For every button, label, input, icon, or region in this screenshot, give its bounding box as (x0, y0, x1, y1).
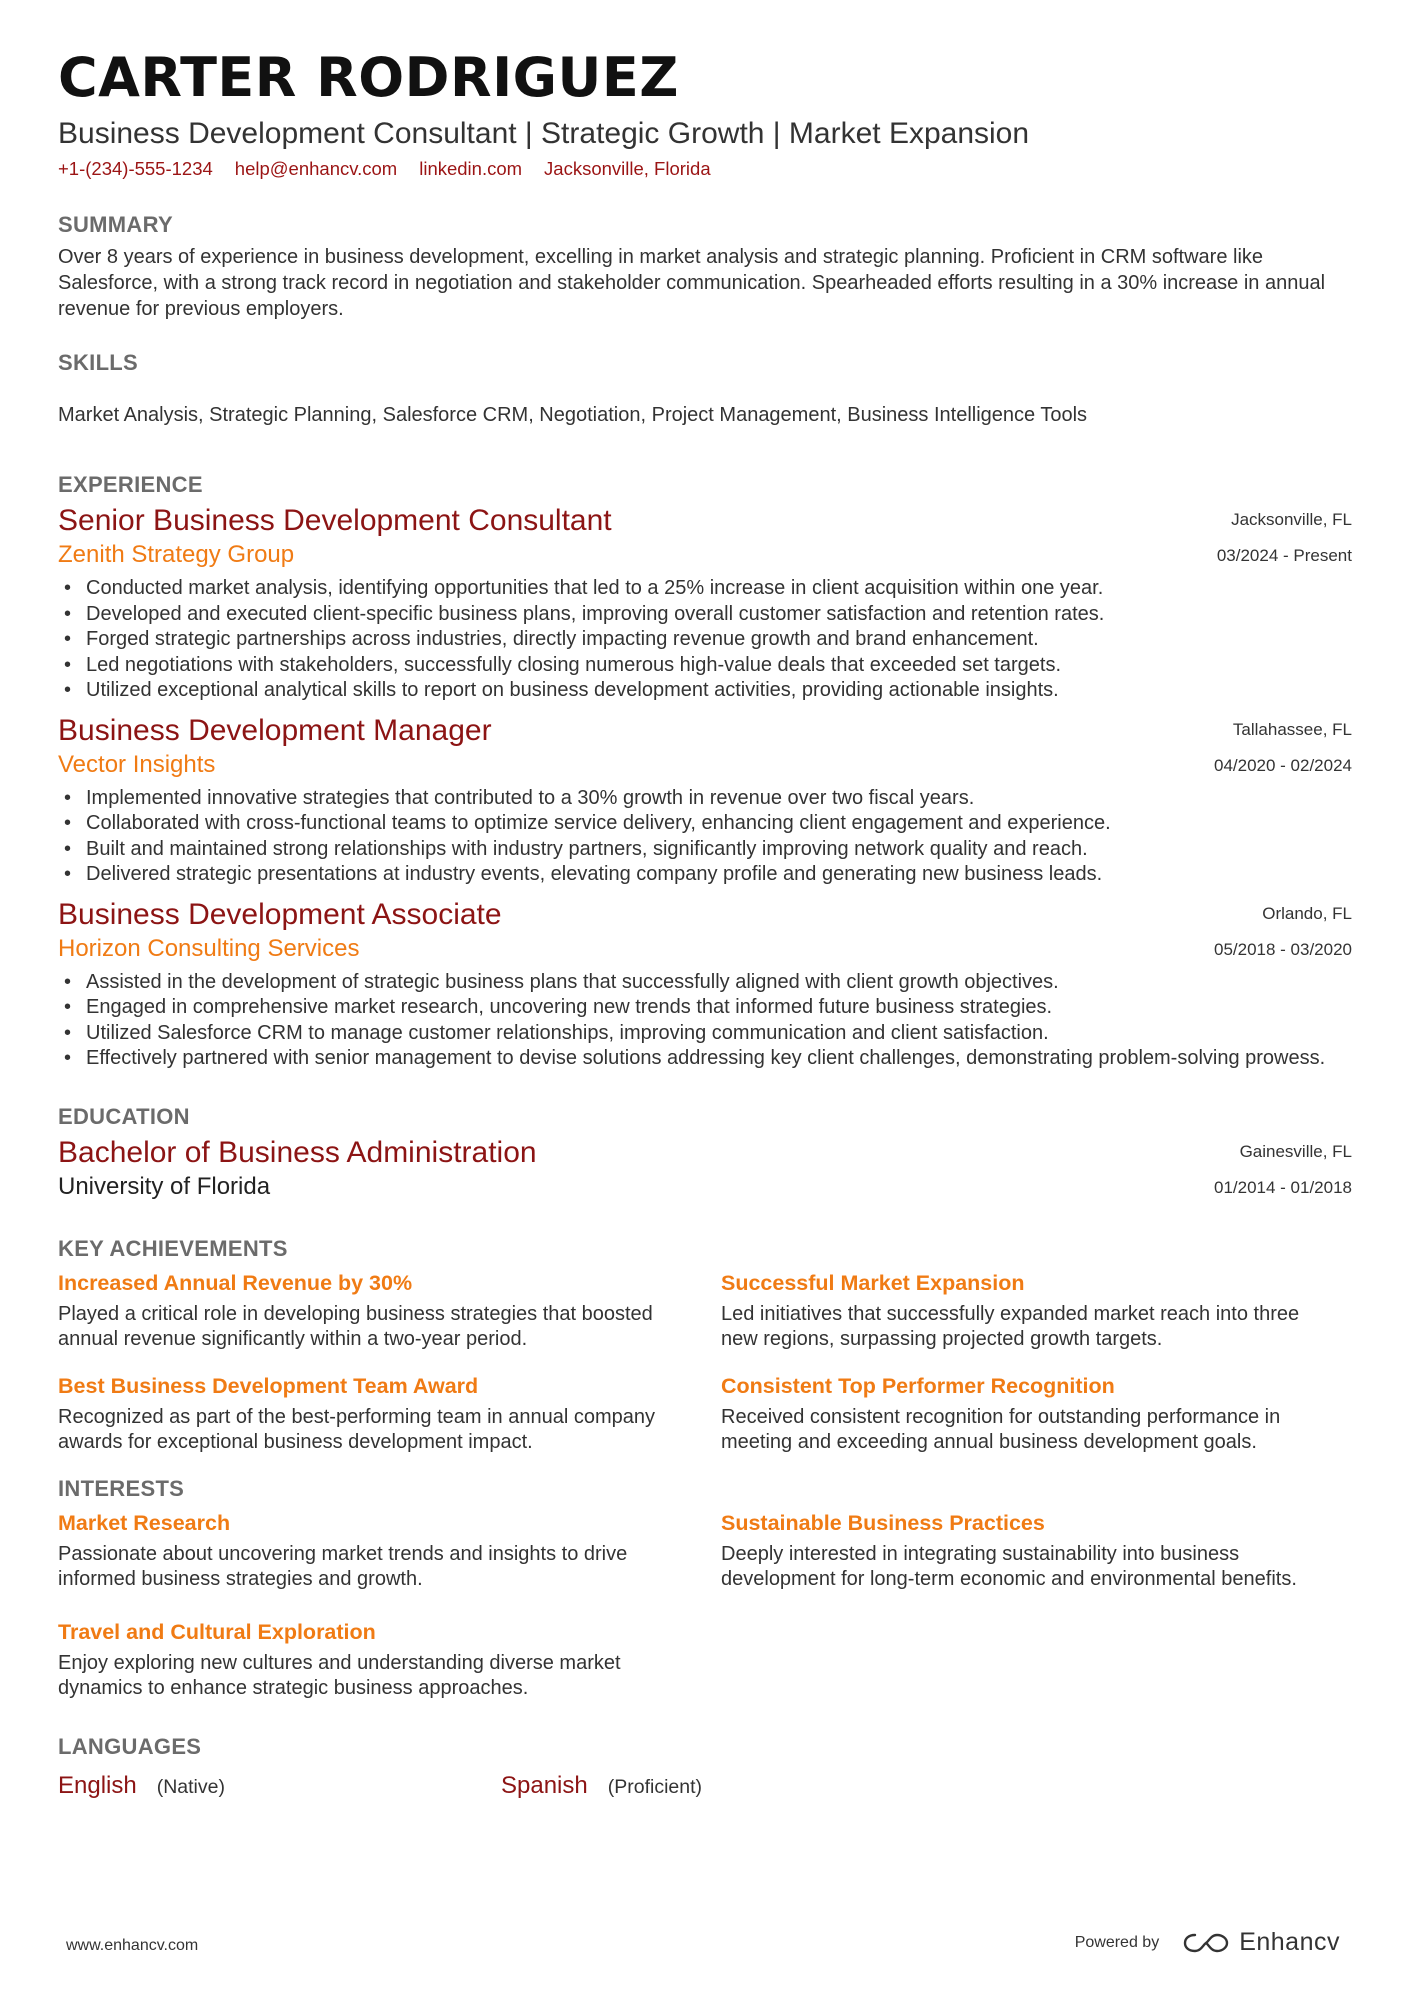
contact-phone[interactable]: +1-(234)-555-1234 (58, 158, 213, 179)
job-company: Zenith Strategy Group (58, 541, 295, 568)
candidate-name: CARTER RODRIGUEZ (58, 46, 679, 109)
bullet-item: • Built and maintained strong relationships with industry partners, significantly improving network quality and reach. (64, 837, 1088, 860)
achievement-title: Best Business Development Team Award (58, 1373, 479, 1398)
contact-email[interactable]: help@enhancv.com (234, 158, 398, 179)
achievement-item (721, 1268, 1358, 1353)
interests-grid (58, 1504, 1352, 1722)
interest-item (58, 1617, 721, 1702)
achievement-text: Recognized as part of the best-performing team in annual company awards for exceptional business development impact. (58, 1405, 656, 1453)
achievements-grid (58, 1264, 1352, 1470)
skills-heading: SKILLS (58, 350, 139, 375)
brand-name: Enhancv (1239, 1928, 1340, 1956)
interest-text: Enjoy exploring new cultures and understanding diverse market dynamics to enhance strategic business approaches. (58, 1651, 621, 1699)
language-level: (Proficient) (607, 1775, 703, 1798)
bullet-item: • Effectively partnered with senior management to devise solutions addressing key client challenges, demonstrating problem-solving prowess. (64, 1047, 1326, 1069)
achievement-item (58, 1268, 721, 1353)
summary-text: Over 8 years of experience in business development, excelling in market analysis and strategic planning. Proficient in CRM software like Salesforce, with a strong track record in negotiation and stakeholder communication. Spearheaded efforts resulting in a 30% increase in annual revenue for previous employers. (58, 246, 1326, 320)
bullet-item: • Assisted in the development of strategic business plans that successfully aligned with client growth objectives. (64, 970, 1059, 993)
bullet-item: • Conducted market analysis, identifying opportunities that led to a 25% increase in client acquisition within one year. (64, 577, 1104, 599)
interest-item (721, 1508, 1358, 1593)
job-dates: 05/2018 - 03/2020 (1213, 939, 1352, 959)
job-role: Business Development Associate (58, 897, 502, 931)
job-role: Business Development Manager (58, 713, 492, 747)
bullet-item: • Collaborated with cross-functional teams to optimize service delivery, enhancing client engagement and experience. (64, 812, 1111, 834)
job-bullets (58, 576, 1352, 704)
bullet-item: • Led negotiations with stakeholders, successfully closing numerous high-value deals that exceeded set targets. (64, 653, 1062, 676)
interest-item (58, 1508, 721, 1593)
experience-heading: EXPERIENCE (58, 472, 203, 497)
experience-entry (58, 896, 1352, 1072)
headline: Business Development Consultant | Strategic Growth | Market Expansion (58, 117, 1030, 150)
job-location: Orlando, FL (1262, 903, 1352, 923)
job-company: Vector Insights (58, 750, 216, 778)
education-dates: 01/2014 - 01/2018 (1213, 1177, 1352, 1197)
bullet-item: • Implemented innovative strategies that contributed to a 30% growth in revenue over two fiscal years. (64, 786, 975, 809)
bullet-item: • Forged strategic partnerships across industries, directly impacting revenue growth and brand enhancement. (64, 628, 1039, 650)
achievement-text: Received consistent recognition for outstanding performance in meeting and exceeding annual business development goals. (721, 1405, 1281, 1453)
education-heading: EDUCATION (58, 1103, 190, 1129)
school: University of Florida (58, 1172, 271, 1200)
language-level: (Native) (156, 1775, 225, 1798)
job-dates: 03/2024 - Present (1216, 546, 1352, 565)
bullet-item: • Developed and executed client-specific business plans, improving overall customer satisfaction and retention rates. (64, 602, 1105, 625)
achievement-item (721, 1371, 1358, 1456)
achievement-text: Played a critical role in developing business strategies that boosted annual revenue significantly within a two-year period. (58, 1302, 653, 1350)
contact-linkedin[interactable]: linkedin.com (419, 158, 523, 179)
interest-title: Market Research (58, 1510, 231, 1535)
interest-title: Sustainable Business Practices (721, 1510, 1045, 1535)
job-company: Horizon Consulting Services (58, 934, 360, 962)
contact-location: Jacksonville, Florida (544, 158, 711, 179)
job-dates: 04/2020 - 02/2024 (1213, 755, 1352, 775)
bullet-item: • Utilized Salesforce CRM to manage customer relationships, improving communication and client satisfaction. (64, 1021, 1049, 1044)
achievement-title: Consistent Top Performer Recognition (721, 1373, 1115, 1398)
degree: Bachelor of Business Administration (58, 1135, 537, 1169)
experience-entry (58, 712, 1352, 888)
job-location: Tallahassee, FL (1232, 719, 1352, 739)
achievement-title: Successful Market Expansion (721, 1270, 1025, 1295)
job-role: Senior Business Development Consultant (58, 504, 612, 537)
job-location: Jacksonville, FL (1231, 510, 1352, 529)
achievement-text: Led initiatives that successfully expanded market reach into three new regions, surpassing projected growth targets. (721, 1302, 1300, 1350)
interest-text: Deeply interested in integrating sustainability into business development for long-term economic and environmental benefits. (721, 1542, 1297, 1590)
footer-website[interactable]: www.enhancv.com (66, 1937, 199, 1954)
language-item (58, 1772, 501, 1800)
experience-entry (58, 502, 1352, 704)
powered-by-label: Powered by (1074, 1933, 1160, 1951)
achievement-title: Increased Annual Revenue by 30% (58, 1270, 413, 1295)
education-entry (58, 1134, 1352, 1206)
bullet-item: • Engaged in comprehensive market research, uncovering new trends that informed future business strategies. (64, 996, 1053, 1018)
languages-row (58, 1772, 1352, 1800)
interests-heading: INTERESTS (58, 1475, 185, 1501)
education-location: Gainesville, FL (1239, 1141, 1352, 1161)
enhancv-logo-icon (1183, 1931, 1229, 1955)
interest-text: Passionate about uncovering market trends and insights to drive informed business strategies and growth. (58, 1542, 628, 1590)
language-item (501, 1772, 944, 1800)
achievements-heading: KEY ACHIEVEMENTS (58, 1235, 288, 1261)
contact-row (58, 156, 1352, 182)
skills-text: Market Analysis, Strategic Planning, Salesforce CRM, Negotiation, Project Management, Business Intelligence Tools (58, 404, 1088, 426)
languages-heading: LANGUAGES (58, 1733, 202, 1759)
brand-logo[interactable] (1183, 1928, 1340, 1957)
footer-brand (1075, 1928, 1340, 1957)
interest-title: Travel and Cultural Exploration (58, 1619, 376, 1644)
achievement-item (58, 1371, 721, 1456)
summary-heading: SUMMARY (58, 212, 173, 237)
job-bullets (58, 970, 1352, 1072)
job-bullets (58, 786, 1352, 888)
language-name: Spanish (501, 1771, 588, 1799)
language-name: English (58, 1771, 137, 1799)
bullet-item: • Utilized exceptional analytical skills to report on business development activities, providing actionable insights. (64, 679, 1059, 701)
bullet-item: • Delivered strategic presentations at industry events, elevating company profile and generating new business leads. (64, 863, 1103, 885)
